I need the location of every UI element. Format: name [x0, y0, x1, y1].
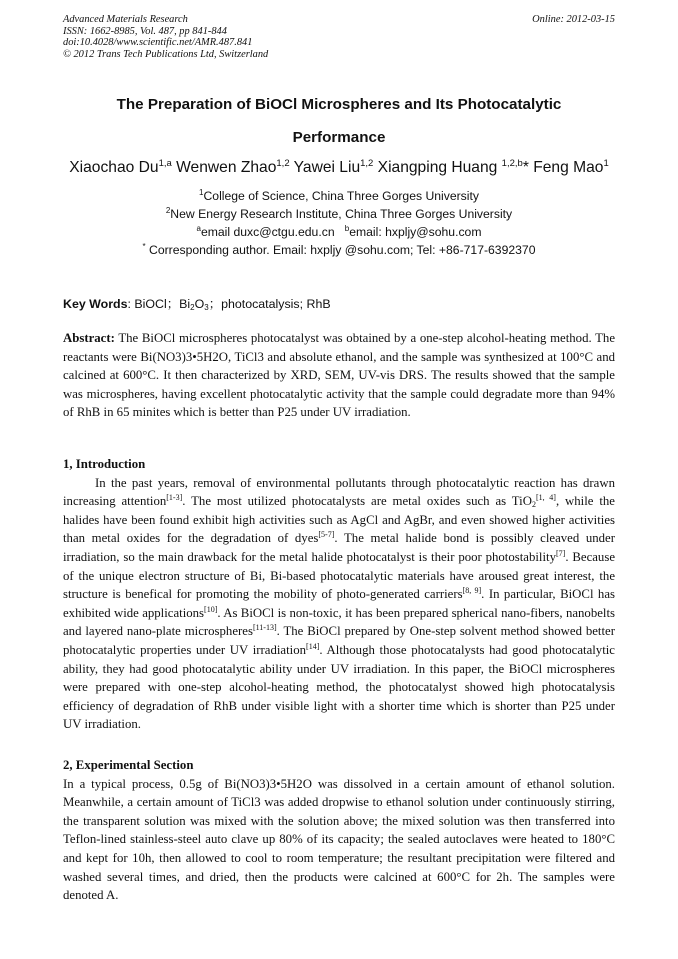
corresponding-mark: * — [142, 242, 146, 251]
subscript: 2 — [531, 500, 536, 510]
introduction-paragraph — [63, 474, 615, 734]
keywords-label: Key Words — [63, 297, 128, 311]
author-name: * Feng Mao — [522, 159, 604, 176]
affiliation-2 — [63, 206, 615, 222]
text-run: , while the halides have been found exhibit high activities such as AgCl and AgBr, and even showed higher activities than metal oxides for the degradation of dyes — [63, 494, 615, 546]
abstract-label: Abstract: — [63, 331, 115, 345]
author-affiliation-mark: 1 — [603, 158, 609, 169]
affiliation-mark: 2 — [165, 206, 171, 215]
journal-header — [63, 14, 615, 60]
author-affiliation-mark: 1,2 — [276, 158, 290, 169]
title-line-2: Performance — [292, 129, 386, 146]
text-run: . As BiOCl is non-toxic, it has been prepared spherical nano-fibers, nanobelts and layered nano-plate microspheres — [63, 605, 615, 639]
section-heading: 2, Experimental Section — [63, 758, 194, 772]
author-affiliation-mark: 1,2,b — [501, 158, 523, 169]
text-run: . The metal halide bond is possibly cleaved under irradiation, so the main drawback for the metal halide photocatalyst is their poor photostability — [63, 531, 615, 564]
email-mark: b — [344, 224, 350, 233]
affiliation-text: College of Science, China Three Gorges University — [203, 189, 479, 203]
keywords — [63, 296, 615, 312]
online-date: Online: 2012-03-15 — [532, 14, 615, 25]
text-run: . The BiOCl prepared by One-step solvent method showed better photocatalytic properties under UV irradiation — [63, 624, 615, 657]
text-run: In the past years, removal of environmental pollutants through photocatalytic reaction has drawn increasing attention — [63, 475, 615, 509]
paper-title — [63, 88, 615, 154]
journal-doi: doi:10.4028/www.scientific.net/AMR.487.841 — [63, 37, 253, 49]
author-name: Xiangping Huang — [373, 159, 502, 176]
text-run: . Although those photocatalysts had good photocatalytic ability, they had good photocatalytic ability under UV irradiation. In this paper, the BiOCl microspheres were prepared with one-step alcohol-heating method, the photocatalyst showed high photocatalysis efficiency of degradation of RhB under visible light with a shorter time which is shorter than P25 under UV irradiation. — [63, 642, 615, 732]
email-a: email duxc@ctgu.edu.cn — [200, 225, 335, 239]
corresponding-author — [63, 242, 615, 258]
section-introduction — [63, 455, 615, 734]
keywords-subscript: 3 — [204, 303, 209, 312]
journal-copyright: © 2012 Trans Tech Publications Ltd, Switzerland — [63, 48, 269, 60]
citation: [1-3] — [166, 493, 183, 503]
author-affiliation-mark: 1,a — [158, 158, 172, 169]
citation: [10] — [204, 604, 218, 614]
text-run: . The most utilized photocatalysts are metal oxides such as TiO — [182, 494, 532, 509]
author-name: Wenwen Zhao — [171, 159, 277, 176]
citation: [1, 4] — [535, 493, 556, 503]
citation: [8, 9] — [462, 586, 482, 596]
keywords-text: O — [194, 297, 205, 311]
affiliation-text: New Energy Research Institute, China Three Gorges University — [170, 207, 513, 221]
citation: [14] — [306, 641, 320, 651]
abstract — [63, 329, 615, 422]
author-affiliation-mark: 1,2 — [360, 158, 374, 169]
keywords-text: ；photocatalysis; RhB — [208, 297, 331, 311]
email-b: email: hxpljy@sohu.com — [349, 225, 482, 239]
section-heading: 1, Introduction — [63, 457, 146, 471]
citation: [7] — [556, 548, 566, 558]
title-line-1: The Preparation of BiOCl Microspheres and Its Photocatalytic — [116, 96, 562, 113]
affiliation-mark: 1 — [199, 188, 204, 197]
abstract-text: The BiOCl microspheres photocatalyst was obtained by a one-step alcohol-heating method. The reactants were Bi(NO3)3•5H2O, TiCl3 and absolute ethanol, and the sample was synthesized at 100°C and calcined at 600°C. It then characterized by XRD, SEM, UV-vis DRS. The results showed that the sample was microspheres, having excellent photocatalytic activity that the sample could degradate more than 94% of RhB in 65 minites which is better than P25 under UV irradiation. — [63, 331, 615, 420]
keywords-text: : BiOCl；Bi — [127, 297, 191, 311]
corresponding-text: Corresponding author. Email: hxpljy @sohu.com; Tel: +86-717-6392370 — [145, 243, 536, 257]
citation: [5-7] — [318, 530, 335, 540]
author-list — [63, 158, 615, 178]
text-run: . In particular, BiOCl has exhibited wide applications — [63, 587, 615, 620]
journal-issn: ISSN: 1662-8985, Vol. 487, pp 841-844 — [63, 25, 227, 37]
section-experimental — [63, 756, 615, 905]
author-emails — [63, 224, 615, 240]
text-run: . Because of the unique electron structure of Bi, Bi-based photocatalytic materials have aroused great interest, the structure is benefical for promoting the mobility of photo-generated carriers — [63, 549, 615, 602]
journal-name: Advanced Materials Research — [63, 14, 188, 25]
email-mark: a — [196, 224, 201, 233]
affiliation-1 — [63, 188, 615, 204]
citation: [11-13] — [252, 623, 277, 633]
author-name: Xiaochao Du — [69, 159, 159, 176]
author-name: Yawei Liu — [289, 159, 361, 176]
keywords-subscript: 2 — [190, 303, 195, 312]
experimental-paragraph: In a typical process, 0.5g of Bi(NO3)3•5H2O was dissolved in a certain amount of ethanol solution. Meanwhile, a certain amount of TiCl3 was added dropwise to ethanol solution under continuously stirring, the transparent solution was mixed with the solution above; the mixed solution was then transferred into Teflon-lined stainless-steel auto clave up 80% of its capacity; the sealed autoclaves were heated to 180°C and kept for 10h, then allowed to cool to room temperature; the resultant precipitation were filtered and washed several times, and dried, then the products were calcined at 600°C for 2h. The samples were denoted A. — [63, 776, 615, 903]
